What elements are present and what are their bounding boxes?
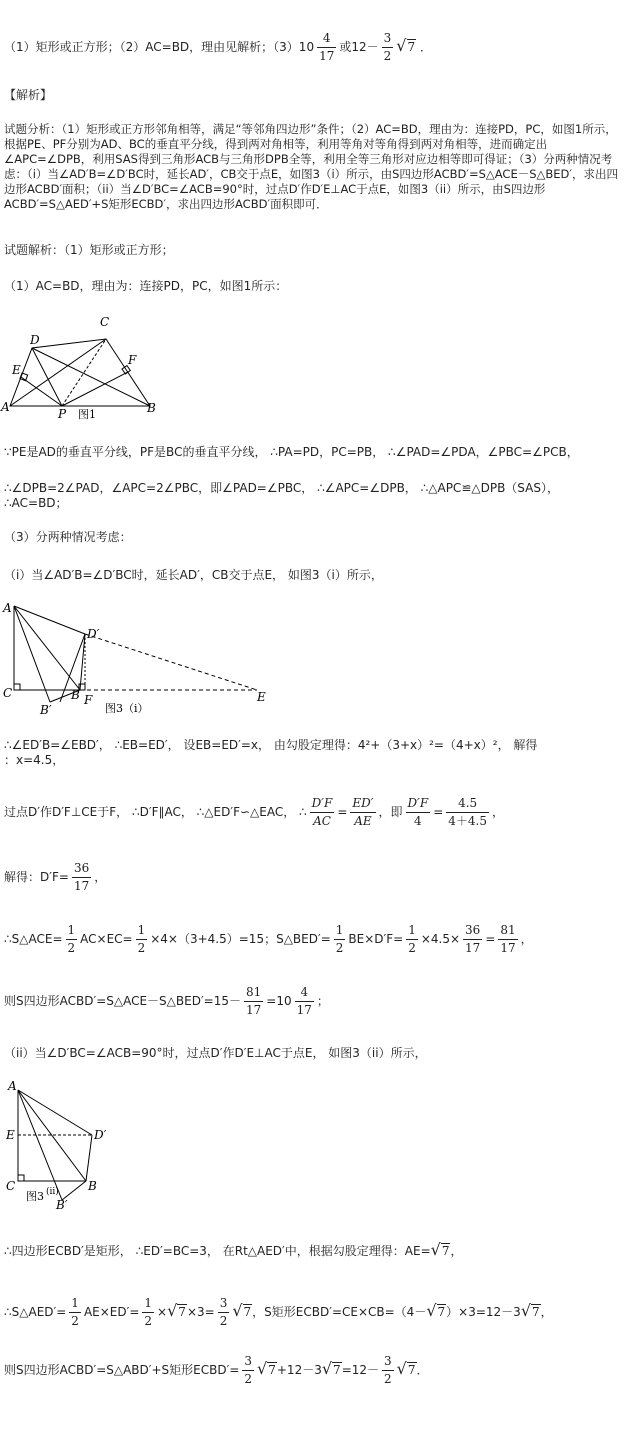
line-rectangle [4, 1239, 462, 1262]
fig3ii-label-e: E [6, 1128, 15, 1142]
line-ac-bd: ∴AC=BD； [4, 496, 68, 510]
area3-p6: ）×3=12－3 [446, 1305, 521, 1319]
area4-p1: 则S四边形ACBD′=S△ABD′+S矩形ECBD′= [4, 1363, 240, 1377]
fig1-label-f: F [128, 353, 137, 367]
fraction-half: $\frac{1}{2}$ [137, 923, 146, 955]
frac-num: 4 [317, 30, 336, 48]
solution-part1: 试题解析：（1）矩形或正方形； [4, 243, 174, 257]
area1-p2: AC×EC= [80, 932, 133, 946]
area3-p5: ，S矩形ECBD′=CE×CB=（4－ [252, 1305, 427, 1319]
area1-p7: ， [520, 932, 533, 946]
fraction-4-17: $\frac{4}{17}$ [296, 985, 312, 1017]
fraction-half: $\frac{1}{2}$ [67, 923, 76, 955]
fig3i-label-a: A [3, 601, 12, 615]
fraction-ed-ae: $\frac{ED'}{AE}$ [352, 796, 374, 828]
answer-or: 或12－ [339, 40, 379, 54]
line-x-solution: ：x=4.5， [4, 753, 65, 767]
line-similar-triangles: 过点D′作D′F⊥CE于F， ∴D′F∥AC， ∴△ED′F∽△EAC， ∴ $\frac{D'F}{AC}$ = $\frac{ED'}{AE}$ ，即 $\frac{D'F}{4}$ = $\frac{4.5}{4+4.5}$ ， [4, 796, 505, 828]
line-case-i: （i）当∠AD′B=∠D′BC时，延长AD′，CB交于点E， 如图3（i）所示， [4, 568, 383, 582]
area3-p7: ， [540, 1305, 553, 1319]
area4-p2: +12－3 [276, 1363, 322, 1377]
fraction-81-17: $\frac{81}{17}$ [246, 985, 262, 1017]
sqrt-7: √7 [167, 1301, 186, 1320]
sqrt-7: √7 [321, 1359, 341, 1378]
fig1-label-d: D [30, 333, 40, 347]
fig3i-label-e: E [257, 690, 266, 704]
area3-p1: ∴S△AED′= [4, 1305, 67, 1319]
rect-end: ， [450, 1244, 463, 1258]
df-end: ， [94, 870, 107, 884]
fig1-label-a: A [1, 400, 10, 414]
fig1-label-b: B [147, 401, 156, 415]
sqrt-7: √7 [396, 36, 416, 55]
answer-end: ． [419, 40, 432, 54]
fraction-45-85: $\frac{4.5}{4+4.5}$ [448, 796, 487, 828]
area1-p3: ×4×（3+4.5）=15；S△BED′= [150, 932, 331, 946]
sqrt-7: √7 [520, 1301, 540, 1320]
frac-den: 2 [383, 49, 392, 63]
area4-p4: ． [416, 1363, 429, 1377]
line-area-quad-ii [4, 1350, 429, 1389]
area1-p1: ∴S△ACE= [4, 932, 63, 946]
sqrt-7: √7 [426, 1301, 446, 1320]
area2-p1: 则S四边形ACBD′=S△ACE－S△BED′=15－ [4, 994, 242, 1008]
fraction-half: $\frac{1}{2}$ [144, 1296, 153, 1328]
figure-3ii [0, 1078, 140, 1213]
fig3i-label-d-prime: D′ [87, 627, 100, 641]
sqrt-7: √7 [396, 1359, 416, 1378]
sqrt-7: √7 [232, 1301, 252, 1320]
fig3ii-label-c: C [6, 1179, 16, 1193]
analysis-heading: 【解析】 [4, 88, 53, 102]
fraction-36-17: $\frac{36}{17}$ [465, 923, 481, 955]
fig3i-caption: 图3（i） [105, 702, 149, 715]
area3-p2: AE×ED′= [83, 1305, 140, 1319]
fig3ii-label-b-prime: B′ [56, 1198, 68, 1212]
fig3i-label-b-prime: B′ [40, 703, 52, 716]
figure-3i [0, 598, 275, 716]
line-case-ii: （ii）当∠D′BC=∠ACB=90°时，过点D′作D′E⊥AC于点E， 如图3（ii）所示， [4, 1046, 427, 1060]
fig3ii-caption-ii: (ii) [46, 1187, 59, 1197]
fig1-label-c: C [100, 315, 110, 329]
sqrt-7: √7 [430, 1240, 450, 1259]
line-area-ace [4, 920, 533, 958]
fraction-3-2: $\frac{3}{2}$ [219, 1296, 228, 1328]
area4-p3: =12－ [341, 1363, 380, 1377]
fraction-half: $\frac{1}{2}$ [335, 923, 344, 955]
line-dpb: ∴∠DPB=2∠PAD，∠APC=2∠PBC，即∠PAD=∠PBC， ∴∠APC=∠DPB， ∴△APC≌△DPB（SAS）， [4, 481, 559, 495]
fraction-df-4: $\frac{D'F}{4}$ [407, 796, 429, 828]
solution-part2-intro: （1）AC=BD，理由为：连接PD，PC，如图1所示： [4, 279, 288, 293]
area2-p3: ； [316, 994, 329, 1008]
fraction-half: $\frac{1}{2}$ [71, 1296, 79, 1328]
fraction-81-17: $\frac{81}{17}$ [500, 923, 516, 955]
fraction-3-2: $\frac{3}{2}$ [384, 1354, 392, 1386]
line-eb-ed: ∴∠ED′B=∠EBD′， ∴EB=ED′， 设EB=ED′=x， 由勾股定理得：4²+（3+x）²=（4+x）²， 解得 [4, 738, 538, 752]
line-df-value [4, 858, 106, 896]
fig3ii-caption: 图3 [26, 1190, 44, 1203]
fig3ii-label-d-prime: D′ [94, 1128, 107, 1142]
fig3i-label-f: F [84, 693, 93, 707]
fig1-caption: 图1 [78, 408, 96, 421]
line-area-quad-i [4, 982, 329, 1020]
area1-p4: BE×D′F= [348, 932, 404, 946]
answer-part1: （1）矩形或正方形；（2）AC=BD，理由见解析；（3）10 [4, 40, 315, 54]
area2-p2: =10 [266, 994, 292, 1008]
fig3ii-label-a: A [8, 1079, 17, 1093]
line-two-cases: （3）分两种情况考虑： [4, 530, 132, 544]
fig3i-label-c: C [3, 686, 13, 700]
fraction-36-17: $\frac{36}{17}$ [73, 861, 90, 893]
frac-num: 3 [382, 30, 394, 48]
fraction-3-2: $\frac{3}{2}$ [244, 1354, 253, 1386]
area3-p3: × [157, 1305, 168, 1319]
area3-p4: ×3= [186, 1305, 215, 1319]
analysis-text: 试题分析：（1）矩形或正方形邻角相等，满足“等邻角四边形”条件；（2）AC=BD，理由为：连接PD，PC，如图1所示，根据PE、PF分别为AD、BC的垂直平分线，得到两对角相等，利用等角对等角得到两对角相等，进而确定出∠APC=∠DPB，利用SAS得到三角形ACB与三角形DPB全等，利用全等三角形对应边相等即可得证；（3）分两种情况考虑：（i）当∠AD′B=∠D′BC时，延长AD′，CB交于点E，如图3（i）所示，由S四边形ACBD′=S△ACE－S△BED′，求出四边形ACBD′面积；（ii）当∠D′BC=∠ACB=90°时，过点D′作D′E⊥AC于点E，如图3（ii）所示，由S四边形ACBD′=S△AED′+S矩形ECBD′，求出四边形ACBD′面积即可． [4, 122, 618, 211]
similar-text: 过点D′作D′F⊥CE于F， ∴D′F∥AC， ∴△ED′F∽△EAC， ∴ [4, 805, 307, 819]
df-text: 解得：D′F= [4, 870, 69, 884]
line-pe-bisector: ∵PE是AD的垂直平分线，PF是BC的垂直平分线， ∴PA=PD，PC=PB， ∴∠PAD=∠PDA，∠PBC=∠PCB， [4, 445, 579, 459]
fraction-df-ac: $\frac{D'F}{AC}$ [311, 796, 333, 828]
fraction-half: $\frac{1}{2}$ [408, 923, 416, 955]
answer-fraction-3-2 [382, 30, 394, 65]
sqrt-7: √7 [257, 1359, 276, 1378]
rect-text: ∴四边形ECBD′是矩形， ∴ED′=BC=3， 在Rt△AED′中，根据勾股定理得：AE= [4, 1244, 431, 1258]
frac-den: 17 [319, 49, 335, 63]
area1-p6: = [485, 932, 496, 946]
answer-fraction-4-17 [317, 30, 336, 65]
answer-line [4, 30, 432, 65]
fig3i-label-b: B [71, 688, 80, 702]
similar-end: ， [492, 805, 505, 819]
area1-p5: ×4.5× [420, 932, 461, 946]
fig3ii-label-b: B [88, 1179, 97, 1193]
figure-1 [0, 312, 170, 422]
fig1-label-p: P [58, 407, 67, 421]
line-area-aed [4, 1292, 553, 1331]
fig1-label-e: E [12, 363, 21, 377]
similar-mid: ，即 [378, 805, 403, 819]
